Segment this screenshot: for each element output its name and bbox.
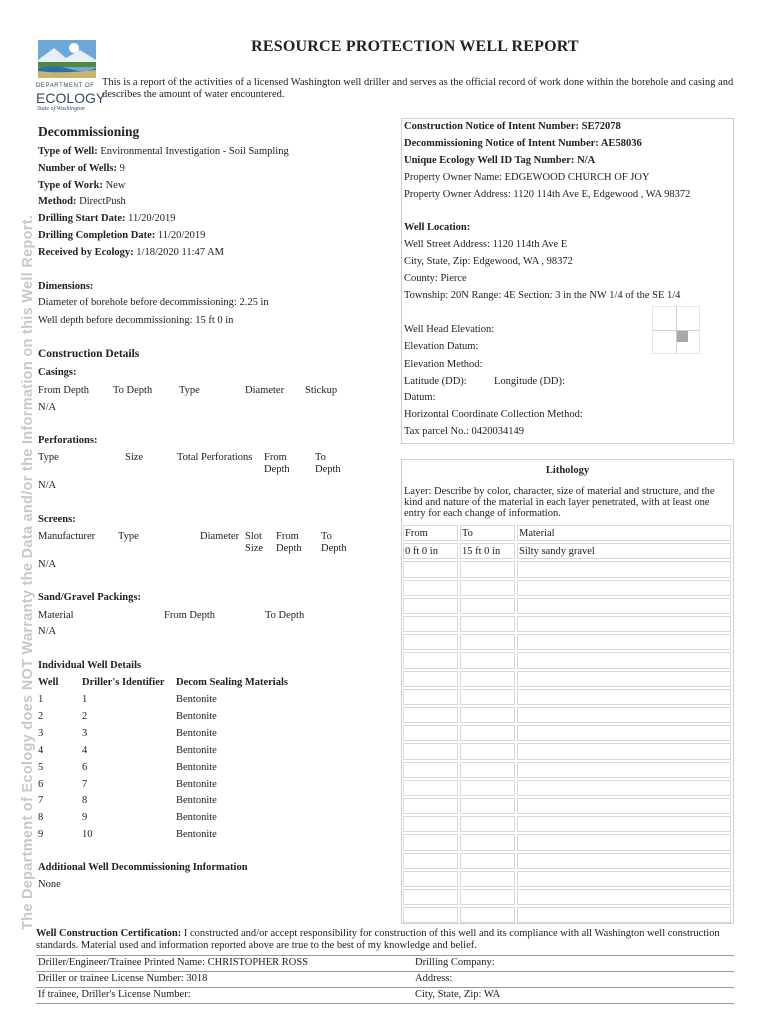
lithology-col-label: Material (519, 528, 555, 539)
perforations-value: N/A (38, 480, 57, 491)
lithology-cell (460, 798, 515, 814)
well-row-cell: 7 (82, 778, 88, 790)
well-row-cell: 8 (38, 812, 44, 824)
elevation-datum: Elevation Datum: (404, 341, 479, 352)
well-street-address: Well Street Address: 1120 114th Ave E (404, 239, 568, 250)
type-of-work: Type of Work: New (38, 180, 126, 191)
well-row-cell: Bentonite (176, 761, 217, 773)
casings-col-type: Type (179, 385, 200, 396)
borehole-diameter: Diameter of borehole before decommissioning: 2.25 in (38, 297, 269, 308)
lithology-cell (460, 616, 515, 632)
lithology-header-cell (403, 525, 458, 541)
screens-value: N/A (38, 559, 57, 570)
lithology-cell (517, 543, 731, 559)
lithology-cell (460, 834, 515, 850)
lithology-cell (403, 652, 458, 668)
lithology-cell (460, 580, 515, 596)
well-depth: Well depth before decommissioning: 15 ft 0 in (38, 315, 234, 326)
well-row-cell: 2 (82, 710, 88, 722)
tax-parcel-number: Tax parcel No.: 0420034149 (404, 426, 524, 437)
lithology-cell (517, 889, 731, 905)
screens-col-type: Type (118, 531, 139, 542)
lithology-value: 15 ft 0 in (462, 546, 501, 558)
well-row-cell: 3 (82, 727, 88, 739)
city-state-zip: City, State, Zip: Edgewood, WA , 98372 (404, 256, 573, 267)
well-row-cell: 5 (38, 761, 44, 773)
number-of-wells: Number of Wells: 9 (38, 163, 125, 174)
lithology-cell (460, 707, 515, 723)
perf-col-from: From (264, 452, 287, 463)
lithology-cell (517, 689, 731, 705)
lithology-cell (460, 743, 515, 759)
casings-col-stickup: Stickup (305, 385, 338, 396)
lithology-cell (517, 616, 731, 632)
lithology-cell (403, 725, 458, 741)
lithology-cell (517, 652, 731, 668)
casings-col-to: To Depth (113, 385, 153, 396)
lithology-cell (460, 780, 515, 796)
property-owner-name: Property Owner Name: EDGEWOOD CHURCH OF JOY (404, 172, 650, 183)
casings-heading: Casings: (38, 367, 77, 378)
sand-col-from: From Depth (164, 610, 216, 621)
lithology-cell (460, 907, 515, 923)
additional-info-heading: Additional Well Decommissioning Information (38, 862, 248, 873)
lithology-header-cell (517, 525, 731, 541)
perf-col-size: Size (125, 452, 144, 463)
screens-col-manufacturer: Manufacturer (38, 531, 96, 542)
horizontal-coordinate-method: Horizontal Coordinate Collection Method: (404, 409, 583, 420)
township-range-section: Township: 20N Range: 4E Section: 3 in the NW 1/4 of the SE 1/4 (404, 290, 681, 301)
construction-notice-number: Construction Notice of Intent Number: SE72078 (404, 121, 621, 132)
lithology-cell (403, 689, 458, 705)
lithology-cell (403, 580, 458, 596)
well-row-cell: Bentonite (176, 795, 217, 807)
lithology-cell (517, 671, 731, 687)
dimensions-heading: Dimensions: (38, 281, 94, 292)
section-locator-grid (652, 306, 700, 354)
perf-col-total: Total Perforations (177, 452, 253, 463)
well-row-cell: Bentonite (176, 812, 217, 824)
lithology-cell (403, 816, 458, 832)
received-by-ecology: Received by Ecology: 1/18/2020 11:47 AM (38, 247, 224, 258)
perf-col-to-depth: Depth (315, 464, 341, 475)
lithology-cell (517, 725, 731, 741)
well-head-elevation: Well Head Elevation: (404, 324, 495, 335)
lithology-cell (403, 798, 458, 814)
decommissioning-notice-number: Decommissioning Notice of Intent Number: AE58036 (404, 138, 642, 149)
lithology-col-label: To (462, 528, 473, 539)
lithology-heading: Lithology (545, 465, 590, 476)
county: County: Pierce (404, 273, 467, 284)
well-row-cell: 4 (38, 744, 44, 756)
well-row-cell: 6 (82, 761, 88, 773)
lithology-cell (403, 616, 458, 632)
perf-col-from-depth: Depth (264, 464, 290, 475)
sand-gravel-heading: Sand/Gravel Packings: (38, 592, 141, 603)
sand-col-to: To Depth (265, 610, 305, 621)
lithology-cell (517, 707, 731, 723)
lithology-cell (517, 780, 731, 796)
longitude: Longitude (DD): (494, 376, 565, 387)
well-row-cell: 7 (38, 795, 44, 807)
method: Method: DirectPush (38, 196, 126, 207)
lithology-cell (460, 853, 515, 869)
screens-col-to: To (321, 531, 332, 542)
individual-well-heading: Individual Well Details (38, 660, 142, 671)
lithology-cell (460, 689, 515, 705)
certification-statement: Well Construction Certification: I constructed and/or accept responsibility for construction of this well and its compliance with all Washington well construction standards. Material used and information reported above are true to the best of my knowledge and belief. (36, 928, 720, 951)
lithology-cell (460, 871, 515, 887)
lithology-cell (403, 834, 458, 850)
drilling-completion-date: Drilling Completion Date: 11/20/2019 (38, 230, 206, 241)
license-number: Driller or trainee License Number: 3018 (38, 973, 208, 984)
elevation-method: Elevation Method: (404, 359, 483, 370)
type-of-well: Type of Well: Environmental Investigation - Soil Sampling (38, 146, 289, 157)
casings-col-from: From Depth (38, 385, 90, 396)
well-row-cell: Bentonite (176, 710, 217, 722)
screens-col-from: From (276, 531, 299, 542)
well-row-cell: Bentonite (176, 744, 217, 756)
lithology-cell (460, 598, 515, 614)
latitude: Latitude (DD): (404, 376, 467, 387)
screens-col-slot-size: Size (245, 543, 264, 554)
well-row-cell: 9 (38, 829, 44, 841)
logo-ecology-text: ECOLOGY (36, 90, 106, 106)
lithology-cell (517, 634, 731, 650)
lithology-cell (403, 853, 458, 869)
lithology-cell (460, 543, 515, 559)
lithology-cell (460, 889, 515, 905)
drilling-start-date: Drilling Start Date: 11/20/2019 (38, 213, 176, 224)
well-location-heading: Well Location: (404, 222, 471, 233)
report-title: RESOURCE PROTECTION WELL REPORT (251, 38, 579, 55)
lithology-cell (403, 671, 458, 687)
wells-col-well: Well (38, 677, 59, 688)
lithology-cell (403, 634, 458, 650)
well-row-cell: 3 (38, 727, 44, 739)
lithology-cell (403, 762, 458, 778)
lithology-header-cell (460, 525, 515, 541)
well-row-cell: Bentonite (176, 778, 217, 790)
decommissioning-heading: Decommissioning (38, 124, 140, 139)
screens-col-to-depth: Depth (321, 543, 347, 554)
lithology-cell (403, 871, 458, 887)
lithology-description: Layer: Describe by color, character, size of material and structure, and the kind and nature of the material in each layer penetrated, with at least one entry for each change of information. (404, 486, 715, 519)
lithology-cell (460, 762, 515, 778)
screens-heading: Screens: (38, 514, 76, 525)
lithology-cell (403, 743, 458, 759)
lithology-cell (460, 725, 515, 741)
well-row-cell: 1 (38, 694, 44, 705)
company-address: Address: (415, 973, 453, 984)
screens-col-diameter: Diameter (200, 531, 240, 542)
sand-col-material: Material (38, 610, 74, 621)
lithology-cell (517, 816, 731, 832)
well-row-cell: Bentonite (176, 829, 217, 841)
trainee-license-number: If trainee, Driller's License Number: (38, 989, 191, 1000)
casings-col-diameter: Diameter (245, 385, 285, 396)
screens-col-from-depth: Depth (276, 543, 302, 554)
well-row-cell: 9 (82, 812, 88, 824)
perf-col-to: To (315, 452, 326, 463)
lithology-cell (403, 780, 458, 796)
lithology-cell (460, 652, 515, 668)
report-intro: This is a report of the activities of a licensed Washington well driller and serves as the official record of work done within the borehole and casing and describes the amount of water encountered. (102, 77, 734, 100)
lithology-cell (517, 907, 731, 923)
printed-name: Driller/Engineer/Trainee Printed Name: CHRISTOPHER ROSS (38, 957, 309, 968)
lithology-cell (517, 580, 731, 596)
lithology-cell (517, 598, 731, 614)
signature-row-end (36, 1003, 734, 1004)
lithology-value: Silty sandy gravel (519, 546, 595, 558)
lithology-cell (517, 834, 731, 850)
lithology-col-label: From (405, 528, 428, 539)
well-row-cell: Bentonite (176, 694, 217, 705)
drilling-company: Drilling Company: (415, 957, 495, 968)
lithology-cell (403, 561, 458, 577)
company-city-state-zip: City, State, Zip: WA (415, 989, 501, 1000)
lithology-cell (403, 598, 458, 614)
well-row-cell: 8 (82, 795, 88, 807)
wells-col-materials: Decom Sealing Materials (176, 677, 288, 688)
disclaimer-watermark: The Department of Ecology does NOT Warranty the Data and/or the Information on this Well Report. (20, 214, 36, 930)
lithology-cell (460, 561, 515, 577)
lithology-cell (460, 671, 515, 687)
wells-col-identifier: Driller's Identifier (82, 677, 165, 688)
ecology-well-tag: Unique Ecology Well ID Tag Number: N/A (404, 155, 596, 166)
lithology-cell (403, 543, 458, 559)
well-row-cell: 10 (82, 829, 93, 841)
property-owner-address: Property Owner Address: 1120 114th Ave E, Edgewood , WA 98372 (404, 189, 691, 200)
perf-col-type: Type (38, 452, 59, 463)
additional-info-value: None (38, 879, 61, 890)
well-row-cell: 4 (82, 744, 88, 756)
quarter-marker (677, 331, 688, 342)
lithology-value: 0 ft 0 in (405, 546, 438, 558)
datum: Datum: (404, 392, 436, 403)
lithology-cell (517, 798, 731, 814)
perforations-heading: Perforations: (38, 435, 98, 446)
lithology-cell (460, 634, 515, 650)
lithology-cell (517, 853, 731, 869)
lithology-cell (517, 561, 731, 577)
lithology-cell (403, 707, 458, 723)
logo-state-text: State of Washington (37, 106, 85, 112)
sand-gravel-value: N/A (38, 626, 57, 637)
well-row-cell: 1 (82, 694, 88, 705)
lithology-cell (517, 871, 731, 887)
lithology-cell (517, 743, 731, 759)
lithology-cell (517, 762, 731, 778)
casings-value: N/A (38, 402, 57, 413)
screens-col-slot: Slot (245, 531, 262, 542)
lithology-cell (403, 889, 458, 905)
well-row-cell: 2 (38, 710, 44, 722)
construction-details-heading: Construction Details (38, 348, 140, 360)
well-row-cell: Bentonite (176, 727, 217, 739)
logo-dept-text: DEPARTMENT OF (36, 83, 95, 89)
well-row-cell: 6 (38, 778, 44, 790)
lithology-cell (403, 907, 458, 923)
lithology-cell (460, 816, 515, 832)
